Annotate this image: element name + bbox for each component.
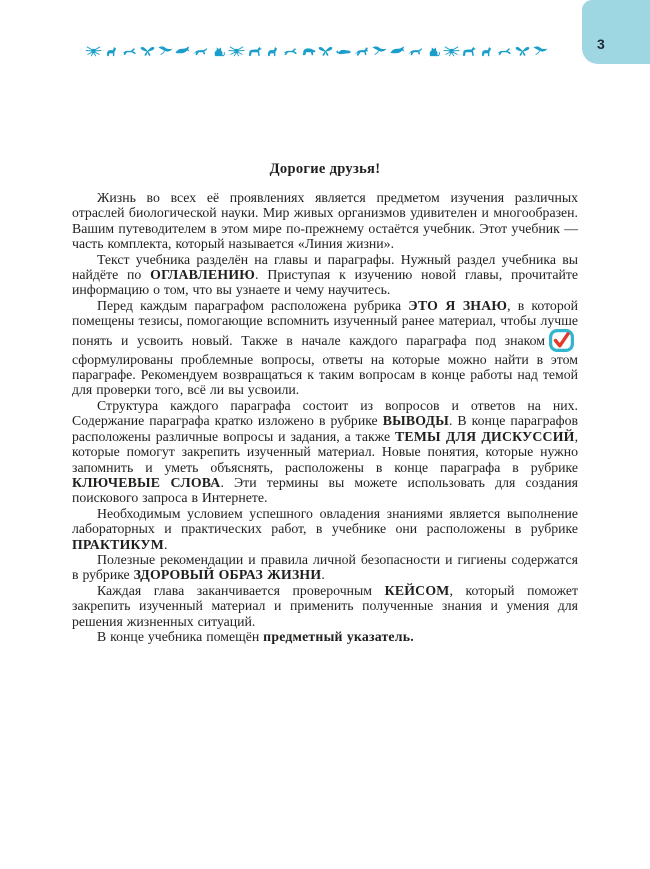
- hare-icon: [282, 43, 299, 58]
- page-title: Дорогие друзья!: [269, 161, 381, 177]
- dog-icon: [103, 43, 120, 58]
- body-text: [72, 190, 578, 644]
- paragraph: Жизнь во всех её проявлениях является предметом изучения различных отраслей биологической науки. Мир живых организмов удивителен и многообразен. Вашим путеводителем в этом мире по-прежнему остаётся учебник. Этот учебник — часть комплекта, который называется «Линия жизни».: [72, 190, 578, 252]
- whale-icon: [389, 43, 406, 58]
- boar-icon: [300, 43, 317, 58]
- page-content: [72, 161, 578, 644]
- hare-icon: [121, 43, 138, 58]
- rubric-name: ТЕМЫ ДЛЯ ДИСКУССИЙ: [395, 428, 575, 444]
- checkmark-icon: [549, 329, 574, 352]
- chameleon-icon: [335, 43, 352, 58]
- bull-icon: [246, 43, 263, 58]
- cat-icon: [210, 43, 227, 58]
- rubric-name: КЕЙСОМ: [384, 582, 450, 598]
- rubric-name: ВЫВОДЫ: [382, 413, 449, 429]
- rubric-name: КЛЮЧЕВЫЕ СЛОВА: [72, 474, 221, 490]
- butterfly-icon: [514, 43, 531, 58]
- cat-icon: [425, 43, 442, 58]
- rubric-name: ЗДОРОВЫЙ ОБРАЗ ЖИЗНИ: [133, 567, 322, 583]
- animal-frieze: [85, 38, 549, 58]
- dog-icon: [478, 43, 495, 58]
- hare-icon: [496, 43, 513, 58]
- paragraph: Каждая глава заканчивается проверочным КЕЙСОМ, который поможет закрепить изученный материал и применить полученные знания и умения для решения жизненных ситуаций.: [72, 582, 578, 629]
- spider-icon: [228, 43, 245, 58]
- bird-icon: [532, 43, 549, 58]
- dog-icon: [264, 43, 281, 58]
- butterfly-icon: [139, 43, 156, 58]
- bird-icon: [371, 43, 388, 58]
- paragraph: Текст учебника разделён на главы и параграфы. Нужный раздел учебника вы найдёте по ОГЛАВЛЕНИЮ. Приступая к изучению новой главы, прочитайте информацию о том, что вы узнаете и чему научитесь.: [72, 251, 578, 298]
- page-number-tab: [582, 0, 650, 64]
- paragraph: Полезные рекомендации и правила личной безопасности и гигиены содержатся в рубрике ЗДОРОВЫЙ ОБРАЗ ЖИЗНИ.: [72, 551, 578, 583]
- paragraph: Перед каждым параграфом расположена рубрика ЭТО Я ЗНАЮ, в которой помещены тезисы, помогающие вспомнить изученный ранее материал, чтобы лучше понять и усвоить новый. Также в начале каждого параграфа под знакомсформулированы проблемные вопросы, ответы на которые можно найти в этом параграфе. Рекомендуем возвращаться к таким вопросам в конце работы над темой для проверки того, всё ли вы усвоили.: [72, 297, 579, 398]
- butterfly-icon: [317, 43, 334, 58]
- whale-icon: [174, 43, 191, 58]
- wolf-icon: [407, 43, 424, 58]
- rubric-name: предметный указатель.: [263, 628, 414, 644]
- horse-icon: [353, 43, 370, 58]
- paragraph: Структура каждого параграфа состоит из вопросов и ответов на них. Содержание параграфа кратко изложено в рубрике ВЫВОДЫ. В конце параграфов расположены различные вопросы и задания, а также ТЕМЫ ДЛЯ ДИСКУССИЙ, которые помогут закрепить изученный материал. Новые понятия, которые нужно запомнить и уметь объяснять, расположены в конце параграфа в рубрике КЛЮЧЕВЫЕ СЛОВА. Эти термины вы можете использовать для создания поискового запроса в Интернете.: [72, 397, 579, 506]
- spider-icon: [85, 43, 102, 58]
- bird-icon: [157, 43, 174, 58]
- spider-icon: [443, 43, 460, 58]
- paragraph: В конце учебника помещён предметный указатель.: [97, 628, 414, 644]
- wolf-icon: [192, 43, 209, 58]
- rubric-name: ОГЛАВЛЕНИЮ: [150, 267, 256, 283]
- rubric-name: ЭТО Я ЗНАЮ: [408, 297, 508, 313]
- page-number: 3: [597, 36, 605, 52]
- bull-icon: [460, 43, 477, 58]
- paragraph: Необходимым условием успешного овладения знаниями является выполнение лабораторных и практических работ, в учебнике они расположены в рубрике ПРАКТИКУМ.: [72, 505, 578, 552]
- rubric-name: ПРАКТИКУМ: [72, 536, 164, 552]
